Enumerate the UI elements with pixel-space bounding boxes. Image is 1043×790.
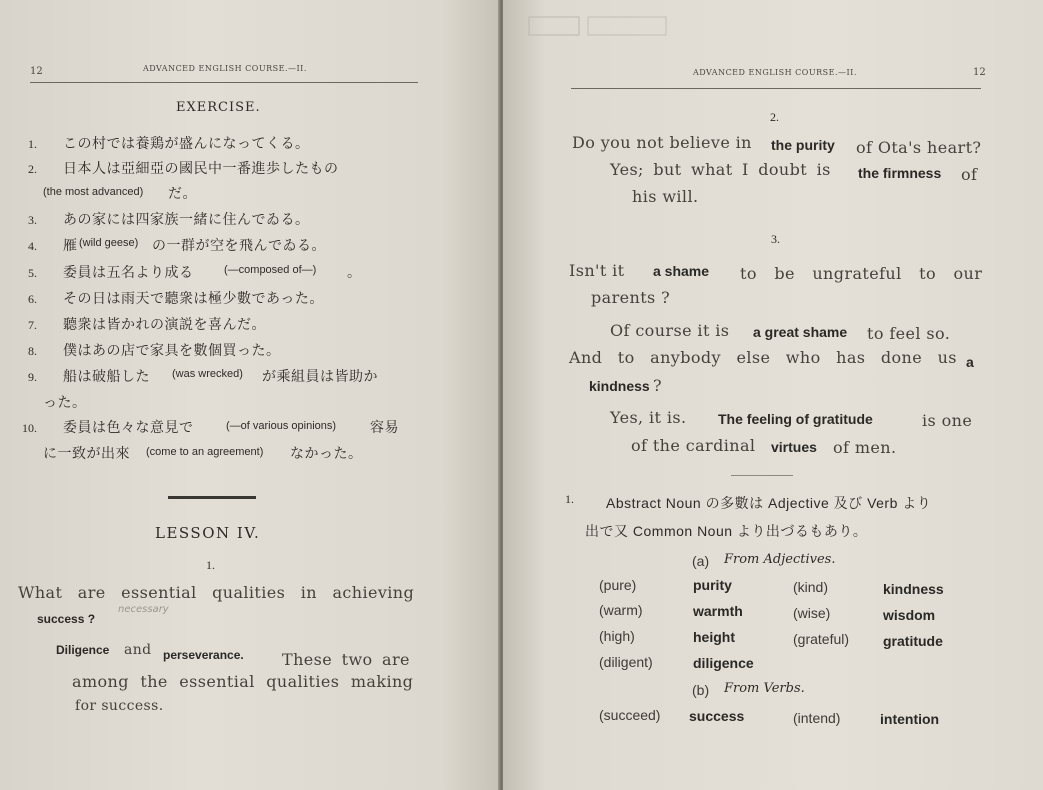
emphasis-text: The feeling of gratitude xyxy=(718,411,873,427)
exercise-text: に一致が出來 xyxy=(43,446,130,462)
exercise-text: あの家には四家族一緒に住んでゐる。 xyxy=(63,212,310,228)
table-cell: diligence xyxy=(693,655,754,671)
section-number: 1. xyxy=(206,558,215,572)
answer-bold: perseverance. xyxy=(163,648,244,662)
answer-bold: Diligence xyxy=(56,643,110,657)
question-text: Isn't it xyxy=(569,261,625,280)
exercise-number: 3. xyxy=(28,213,37,227)
english-gloss: (wild geese) xyxy=(79,237,139,249)
exercise-text: その日は雨天で聽衆は極少數であった。 xyxy=(63,291,324,307)
table-cell: (succeed) xyxy=(599,707,661,723)
english-gloss: (—of various opinions) xyxy=(226,420,337,432)
exercise-title: EXERCISE. xyxy=(176,100,261,115)
table-cell: (wise) xyxy=(793,605,831,621)
exercise-text: 雁 xyxy=(63,238,78,254)
table-cell: (diligent) xyxy=(599,654,653,670)
answer-text: among the essential qualities making xyxy=(72,672,414,691)
exercise-text: った。 xyxy=(43,395,87,411)
section-number: 3. xyxy=(771,232,780,246)
question-text: What are essential qualities in achieving xyxy=(18,583,415,602)
exercise-text: この村では養鶏が盛んになってくる。 xyxy=(63,136,310,152)
emphasis-text: the firmness xyxy=(858,165,942,181)
exercise-number: 2. xyxy=(28,162,37,176)
table-cell: success xyxy=(689,708,745,724)
table-cell: (warm) xyxy=(599,602,643,618)
english-gloss: (come to an agreement) xyxy=(146,446,264,458)
table-cell: wisdom xyxy=(883,607,936,623)
section-divider xyxy=(731,475,793,476)
answer-text: for success. xyxy=(75,698,164,714)
running-header: ADVANCED ENGLISH COURSE.—II. xyxy=(693,68,857,77)
table-cell: gratitude xyxy=(883,633,943,649)
table-cell: kindness xyxy=(883,581,944,597)
grammar-note: Abstract Noun の多數は Adjective 及び Verb より xyxy=(606,495,932,511)
exercise-number: 9. xyxy=(28,370,37,384)
lesson-title: LESSON IV. xyxy=(155,524,261,542)
exercise-number: 4. xyxy=(28,239,37,253)
answer-text: his will. xyxy=(632,187,699,206)
exercise-number: 8. xyxy=(28,344,37,358)
stamp-mark-icon xyxy=(528,14,668,38)
exercise-text: 委員は五名より成る xyxy=(63,265,194,281)
answer-text: These two are xyxy=(282,650,410,669)
exercise-text: が乘組員は皆助か xyxy=(262,369,378,385)
exercise-number: 10. xyxy=(22,421,37,435)
emphasis-text: a xyxy=(966,354,974,370)
exercise-text: の一群が空を飛んでゐる。 xyxy=(152,238,326,254)
english-gloss: (was wrecked) xyxy=(172,368,243,380)
table-cell: height xyxy=(693,629,735,645)
table-cell: (pure) xyxy=(599,577,637,593)
question-text: Do you not believe in xyxy=(572,133,752,152)
emphasis-text: virtues xyxy=(771,439,817,455)
question-text: parents ? xyxy=(591,288,671,307)
question-text: to be ungrateful to our xyxy=(740,264,983,283)
section-number: 2. xyxy=(770,110,779,124)
list-label: (a) xyxy=(692,553,710,569)
exercise-text: 僕はあの店で家具を數個買った。 xyxy=(63,343,281,359)
english-gloss: (—composed of—) xyxy=(224,264,317,276)
answer-text: is one xyxy=(922,411,973,430)
exercise-text: 。 xyxy=(347,265,362,281)
table-cell: intention xyxy=(880,711,940,727)
table-cell: (kind) xyxy=(793,579,829,595)
list-heading: From Verbs. xyxy=(724,681,805,696)
answer-text: Yes, it is. xyxy=(610,408,687,427)
right-page xyxy=(503,0,1043,790)
note-number: 1. xyxy=(565,492,574,506)
exercise-number: 6. xyxy=(28,292,37,306)
list-heading: From Adjectives. xyxy=(724,552,836,567)
exercise-text: 委員は色々な意見で xyxy=(63,420,194,436)
exercise-number: 7. xyxy=(28,318,37,332)
table-cell: (grateful) xyxy=(793,631,850,647)
table-cell: purity xyxy=(693,577,732,593)
answer-text: of xyxy=(961,165,978,184)
exercise-text: 容易 xyxy=(370,420,399,436)
question-text: ? xyxy=(653,376,662,395)
answer-text: and xyxy=(124,642,152,658)
header-rule xyxy=(30,82,418,83)
english-gloss: (the most advanced) xyxy=(43,186,144,198)
exercise-text: だ。 xyxy=(168,186,197,202)
grammar-note: 出で又 Common Noun より出づるもあり。 xyxy=(585,523,868,539)
list-label: (b) xyxy=(692,682,710,698)
exercise-text: なかった。 xyxy=(290,446,363,462)
question-text: of Ota's heart? xyxy=(856,138,982,157)
exercise-number: 5. xyxy=(28,266,37,280)
answer-text: Yes; but what I doubt is xyxy=(610,160,831,179)
emphasis-text: kindness xyxy=(589,378,650,394)
exercise-text: 聽衆は皆かれの演説を喜んだ。 xyxy=(63,317,266,333)
table-cell: (intend) xyxy=(793,710,841,726)
header-rule xyxy=(571,88,981,89)
exercise-text: 船は破船した xyxy=(63,369,150,385)
section-divider xyxy=(168,496,256,499)
answer-text: Of course it is xyxy=(610,321,730,340)
faded-stamp xyxy=(528,14,668,42)
left-page xyxy=(0,0,500,790)
page-number: 12 xyxy=(30,66,43,77)
answer-text: of men. xyxy=(833,438,897,457)
emphasis-text: a great shame xyxy=(753,324,848,340)
exercise-text: 日本人は亞細亞の國民中一番進歩したもの xyxy=(63,161,339,177)
question-text: success ? xyxy=(37,612,96,626)
answer-text: of the cardinal xyxy=(631,436,756,455)
page-number: 12 xyxy=(973,67,986,78)
exercise-number: 1. xyxy=(28,137,37,151)
running-header: ADVANCED ENGLISH COURSE.—II. xyxy=(143,64,307,73)
answer-text: to feel so. xyxy=(867,324,951,343)
emphasis-text: a shame xyxy=(653,263,710,279)
pencil-annotation: necessary xyxy=(118,604,169,615)
question-text: And to anybody else who has done us xyxy=(569,348,957,367)
table-cell: warmth xyxy=(693,603,743,619)
table-cell: (high) xyxy=(599,628,635,644)
emphasis-text: the purity xyxy=(771,137,835,153)
